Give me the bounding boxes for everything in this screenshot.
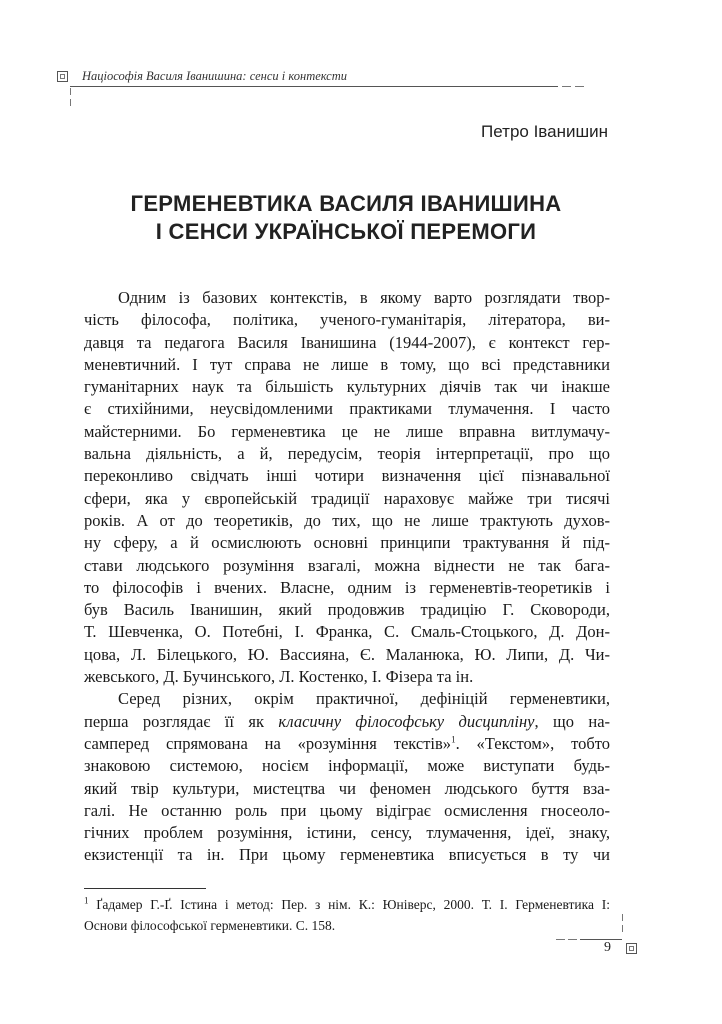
text-line: то філософів і вчених. Власне, одним із герменевтів-теоретиків і [84,577,610,597]
text-line: стави людського розуміння взагалі, можна віднести не так бага- [84,555,610,575]
text-line: жевського, Д. Бучинського, Л. Костенко, І. Фізера та ін. [84,667,474,687]
text-line: майстерними. Бо герменевтика це не лише вправна витлумачу- [84,421,610,441]
text-line: чість філософа, політика, ученого-гуманітарія, літератора, ви- [84,310,610,330]
text-line: сфери, яка у європейській традиції нараховує майже три тисячі [84,488,610,508]
text-line: переконливо свідчать інші чотири визначення цієї пізнавальної [84,466,610,486]
header-dash [575,86,584,87]
footer-tick [622,925,623,932]
text-line: Одним із базових контекстів, в якому варто розглядати твор- [118,288,610,307]
footnote [84,894,610,936]
text-line: Т. Шевченка, О. Потебні, І. Франка, С. Смаль-Стоцького, Д. Дон- [84,622,610,642]
text-line: який твір культури, мистецтва чи феномен людського буття взa- [84,778,610,798]
author-name: Петро Іванишин [481,122,608,141]
article-body [84,287,610,867]
text-line: екзистенції та ін. При цьому герменевтика вписується в ту чи [84,845,610,865]
text-line: знаковою системою, носієм інформації, може виступати будь- [84,756,610,776]
text-line: ну сферу, а й осмислюють основні принципи трактування й під- [84,533,610,553]
header-rule [70,86,558,87]
text-line: галі. Не останню роль при цьому відіграє осмислення гносеоло- [84,800,610,820]
text-line [84,733,610,755]
text-segment: , що на- [534,711,611,731]
footnote-rule [84,888,206,889]
text-line: гічних проблем розуміння, істини, сенсу, тлумачення, ідеї, знаку, [84,823,610,843]
text-line: гуманітарних наук та більшість культурних діячів так чи інакше [84,377,610,397]
text-line: був Василь Іванишин, який продовжив традицію Г. Сковороди, [84,600,610,620]
text-segment: . «Текстом», тобто [455,733,610,753]
text-line: цова, Л. Білецького, Ю. Вассияна, Є. Маланюка, Ю. Липи, Д. Чи- [84,644,610,664]
title-line-2: І СЕНСИ УКРАЇНСЬКОЇ ПЕРЕМОГИ [155,219,537,244]
page-number: 9 [604,940,611,955]
header-tick [70,88,71,95]
text-segment: самперед спрямована на «розуміння текстів» [84,733,452,753]
footer-dash [568,939,577,940]
footnote-reference: 1 [451,734,456,745]
italic-term: класичну філософську дисципліну [278,711,535,731]
footer-tick [622,914,623,921]
footer-ornament-icon [626,943,637,954]
footnote-line [84,894,610,915]
text-line: Серед різних, окрім практичної, дефініцій герменевтики, [118,689,610,709]
footnote-marker: 1 [84,895,89,906]
paragraph-1 [84,287,610,688]
text-segment: перша розглядає її як [84,711,279,731]
footer-dash [556,939,565,940]
header-tick [70,99,71,106]
text-line: років. А от до теоретиків, до тих, що не лише трактують духов- [84,510,610,530]
footnote-line: Основи філософської герменевтики. С. 158. [84,918,336,933]
text-line: вальна діяльність, а й, передусім, теорія інтерпретації, про що [84,444,610,464]
header-ornament-icon [57,71,68,82]
running-header-title: Націософія Василя Іванишина: сенси і контексти [82,69,347,83]
title-line-1: ГЕРМЕНЕВТИКА ВАСИЛЯ ІВАНИШИНА [130,191,562,216]
article-title [70,190,622,246]
text-line: давця та педагога Василя Іванишина (1944-2007), є контекст гер- [84,332,610,352]
paragraph-2 [84,688,610,866]
text-line [84,711,610,733]
footer-rule [580,939,622,940]
footnote-text: Ґадамер Г.-Ґ. Істина і метод: Пер. з нім. К.: Юніверс, 2000. Т. І. Герменевтика І: [88,897,610,912]
text-line: є стихійними, неусвідомленими практиками тлумачення. І часто [84,399,610,419]
text-line: меневтичний. І тут справа не лише в тому, що всі представники [84,354,610,374]
header-dash [562,86,571,87]
